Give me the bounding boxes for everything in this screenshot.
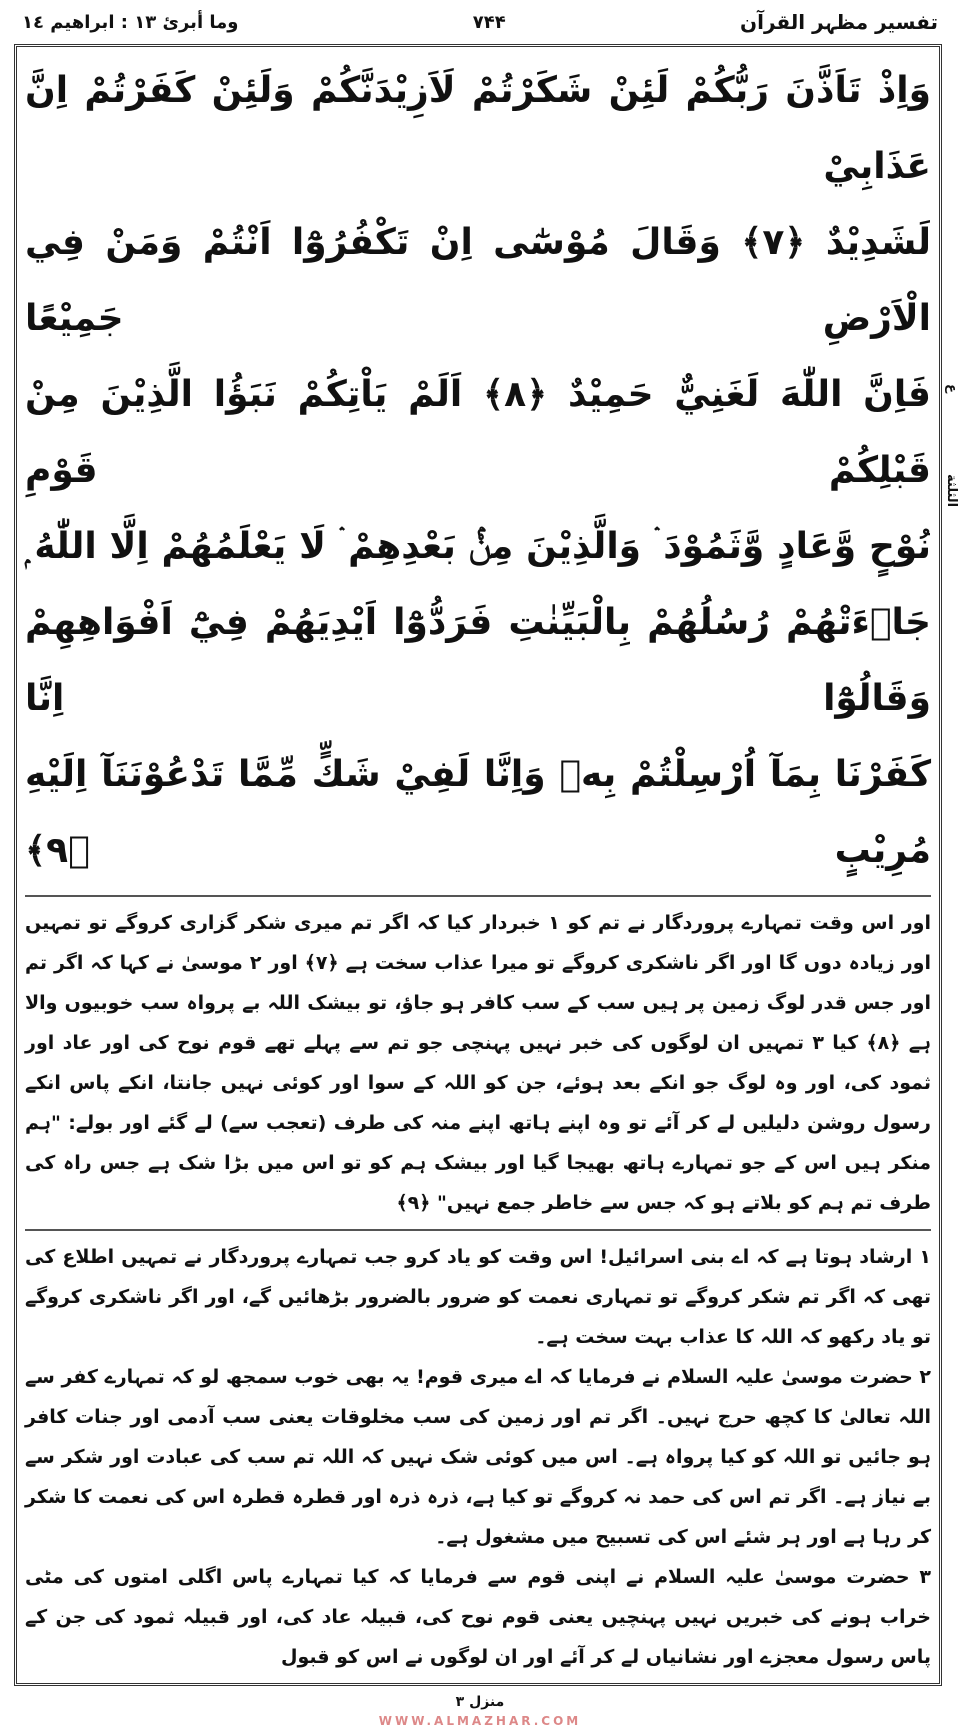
ruku-mark: ع [944, 384, 959, 393]
quran-text-block [25, 53, 931, 897]
page-frame [14, 44, 942, 1686]
book-title: تفسیر مظہر القرآن [740, 10, 938, 34]
quran-line: نُوْحٍ وَّعَادٍ وَّثَمُوْدَ ۛ وَالَّذِيْنَ مِنْۢ بَعْدِهِمْ ۛ لَا يَعْلَمُهُمْ اِلَّا اللّٰهُ ۭ [25, 526, 931, 567]
manzil-footer: منزل ۳ [455, 1694, 505, 1710]
commentary-note: ۱ ارشاد ہوتا ہے کہ اے بنی اسرائیل! اس وقت کو یاد کرو جب تمہارے پروردگار نے تمہیں اطلاع کی تھی کہ اگر تم شکر کروگے تو تمہاری نعمت کو ضرور بالضرور بڑھائیں گے، اور اگر ناشکری کروگے تو یاد رکھو کہ اللہ کا عذاب بہت سخت ہے۔ [25, 1246, 931, 1348]
section-info: وما أبرئ ١٣ : ابراهيم ١٤ [22, 11, 239, 33]
quran-line: جَاۗءَتْهُمْ رُسُلُهُمْ بِالْبَيِّنٰتِ فَرَدُّوْٓا اَيْدِيَهُمْ فِيْٓ اَفْوَاهِهِمْ وَقَالُوْٓا اِنَّا [25, 602, 931, 719]
quran-line: كَفَرْنَا بِمَآ اُرْسِلْتُمْ بِهٖ وَاِنَّا لَفِيْ شَكٍّ مِّمَّا تَدْعُوْنَنَآ اِلَيْهِ مُرِيْبٍ ﴿٩﴾ [25, 754, 931, 871]
page-header [0, 0, 960, 40]
commentary-block [25, 1231, 931, 1677]
page-number: ۷۴۴ [472, 11, 506, 33]
commentary-note: ۲ حضرت موسیٰ علیہ السلام نے فرمایا کہ اے میری قوم! یہ بھی خوب سمجھ لو کہ تمہارے کفر سے اللہ تعالیٰ کا کچھ حرج نہیں۔ اگر تم اور زمین کی سب مخلوقات یعنی سب آدمی اور جنات کافر ہو جائیں تو اللہ کو کیا پرواہ ہے۔ اس میں کوئی شک نہیں کہ اللہ تم سب کی عبادت اور شکر سے بے نیاز ہے۔ اگر تم اس کی حمد نہ کروگے تو کیا ہے، ذرہ ذرہ اور قطرہ قطرہ اس کی نعمت کا شکر کر رہا ہے اور ہر شئے اس کی تسبیح میں مشغول ہے۔ [25, 1366, 931, 1548]
translation-block [25, 897, 931, 1231]
right-margin [942, 44, 960, 1686]
juz-quarter-mark: الثلثة [944, 474, 959, 508]
quran-line: وَاِذْ تَاَذَّنَ رَبُّكُمْ لَئِنْ شَكَرْتُمْ لَاَزِيْدَنَّكُمْ وَلَئِنْ كَفَرْتُمْ اِنَّ عَذَابِيْ [25, 70, 931, 187]
commentary-note: ۳ حضرت موسیٰ علیہ السلام نے اپنی قوم سے فرمایا کہ کیا تمہارے پاس اگلی امتوں کی مٹی خراب ہونے کی خبریں نہیں پہنچیں یعنی قوم نوح کی، قبیلہ عاد کی، اور قبیلہ ثمود کی جن کے پاس رسول معجزے اور نشانیاں لے کر آئے اور ان لوگوں نے اس کو قبول [25, 1566, 931, 1668]
translation-text: اور اس وقت تمہارے پروردگار نے تم کو ۱ خبردار کیا کہ اگر تم میری شکر گزاری کروگے تو تمہیں اور زیادہ دوں گا اور اگر ناشکری کروگے تو میرا عذاب سخت ہے ﴿٧﴾ اور ۲ موسیٰ نے کہا کہ اگر تم اور جس قدر لوگ زمین پر ہیں سب کے سب کافر ہو جاؤ، تو بیشک اللہ بے پرواہ سب خوبیوں والا ہے ﴿٨﴾ کیا ۳ تمہیں ان لوگوں کی خبر نہیں پہنچی جو تم سے پہلے تھے قوم نوح کی اور عاد اور ثمود کی، اور وہ لوگ جو انکے بعد ہوئے، جن کو اللہ کے سوا اور کوئی نہیں جانتا، انکے پاس انکے رسول روشن دلیلیں لے کر آئے تو وہ اپنے ہاتھ اپنے منہ کی طرف (تعجب سے) لے گئے اور بولے: "ہم منکر ہیں اس کے جو تمہارے ہاتھ بھیجا گیا اور بیشک ہم کو تو اس میں بڑا شک ہے جس راہ کی طرف تم ہم کو بلاتے ہو کہ جس سے خاطر جمع نہیں" ﴿٩﴾ [25, 912, 932, 1214]
page-body [14, 44, 960, 1686]
watermark: WWW.ALMAZHAR.COM [378, 1714, 582, 1728]
quran-line: فَاِنَّ اللّٰهَ لَغَنِيٌّ حَمِيْدٌ ﴿٨﴾ اَلَمْ يَاْتِكُمْ نَبَؤُا الَّذِيْنَ مِنْ قَبْلِكُمْ قَوْمِ [25, 374, 931, 491]
quran-line: لَشَدِيْدٌ ﴿٧﴾ وَقَالَ مُوْسٰٓى اِنْ تَكْفُرُوْٓا اَنْتُمْ وَمَنْ فِي الْاَرْضِ جَمِيْعًا [25, 222, 931, 339]
